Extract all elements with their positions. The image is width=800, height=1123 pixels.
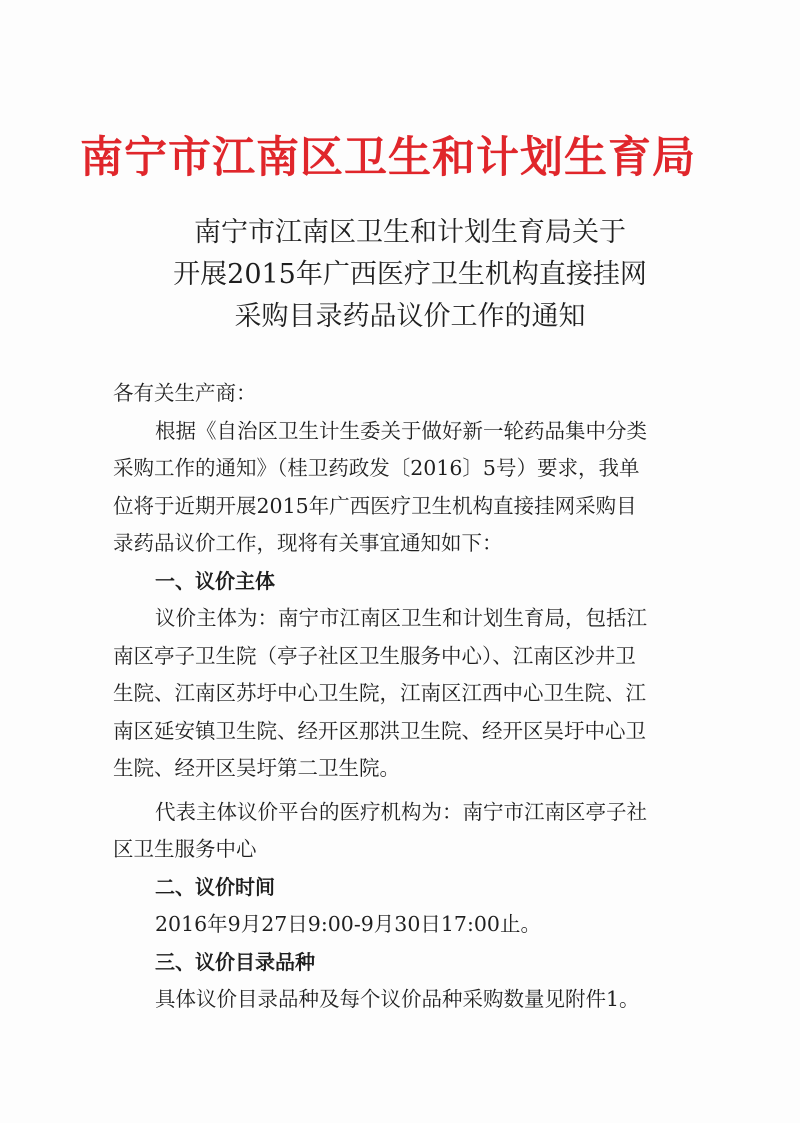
paragraph-line: 区卫生服务中心 [113,837,257,861]
document-body [113,375,678,1019]
paragraph-line: 生院、经开区吴圩第二卫生院。 [113,756,400,780]
paragraph-line: 具体议价目录品种及每个议价品种采购数量见附件1。 [155,987,640,1011]
paragraph-line: 录药品议价工作，现将有关事宜通知如下： [113,531,503,555]
paragraph-line: 采购工作的通知》（桂卫药政发〔2016〕5号）要求，我单 [113,456,640,480]
section-heading: 三、议价目录品种 [155,949,315,974]
paragraph-line: 南区亭子卫生院（亭子社区卫生服务中心）、江南区沙井卫 [113,643,636,668]
paragraph-line: 南区延安镇卫生院、经开区那洪卫生院、经开区吴圩中心卫 [113,718,646,743]
paragraph-line: 生院、江南区苏圩中心卫生院，江南区江西中心卫生院、江 [113,681,646,705]
paragraph-line: 位将于近期开展2015年广西医疗卫生机构直接挂网采购目 [113,493,637,518]
title-line: 开展2015年广西医疗卫生机构直接挂网 [173,259,647,290]
title-line: 南宁市江南区卫生和计划生育局关于 [194,217,626,248]
agency-letterhead: 南宁市江南区卫生和计划生育局 [80,133,696,183]
paragraph-line: 代表主体议价平台的医疗机构为：南宁市江南区亭子社 [155,799,647,824]
salutation: 各有关生产商： [113,381,257,405]
document-title [100,212,720,338]
paragraph-line: 议价主体为：南宁市江南区卫生和计划生育局，包括江 [155,606,647,630]
section-heading: 二、议价时间 [155,874,275,899]
title-line: 采购目录药品议价工作的通知 [234,301,586,332]
paragraph-line: 根据《自治区卫生计生委关于做好新一轮药品集中分类 [155,418,647,443]
paragraph-line: 2016年9月27日9:00-9月30日17:00止。 [155,912,541,936]
section-heading: 一、议价主体 [155,568,275,593]
